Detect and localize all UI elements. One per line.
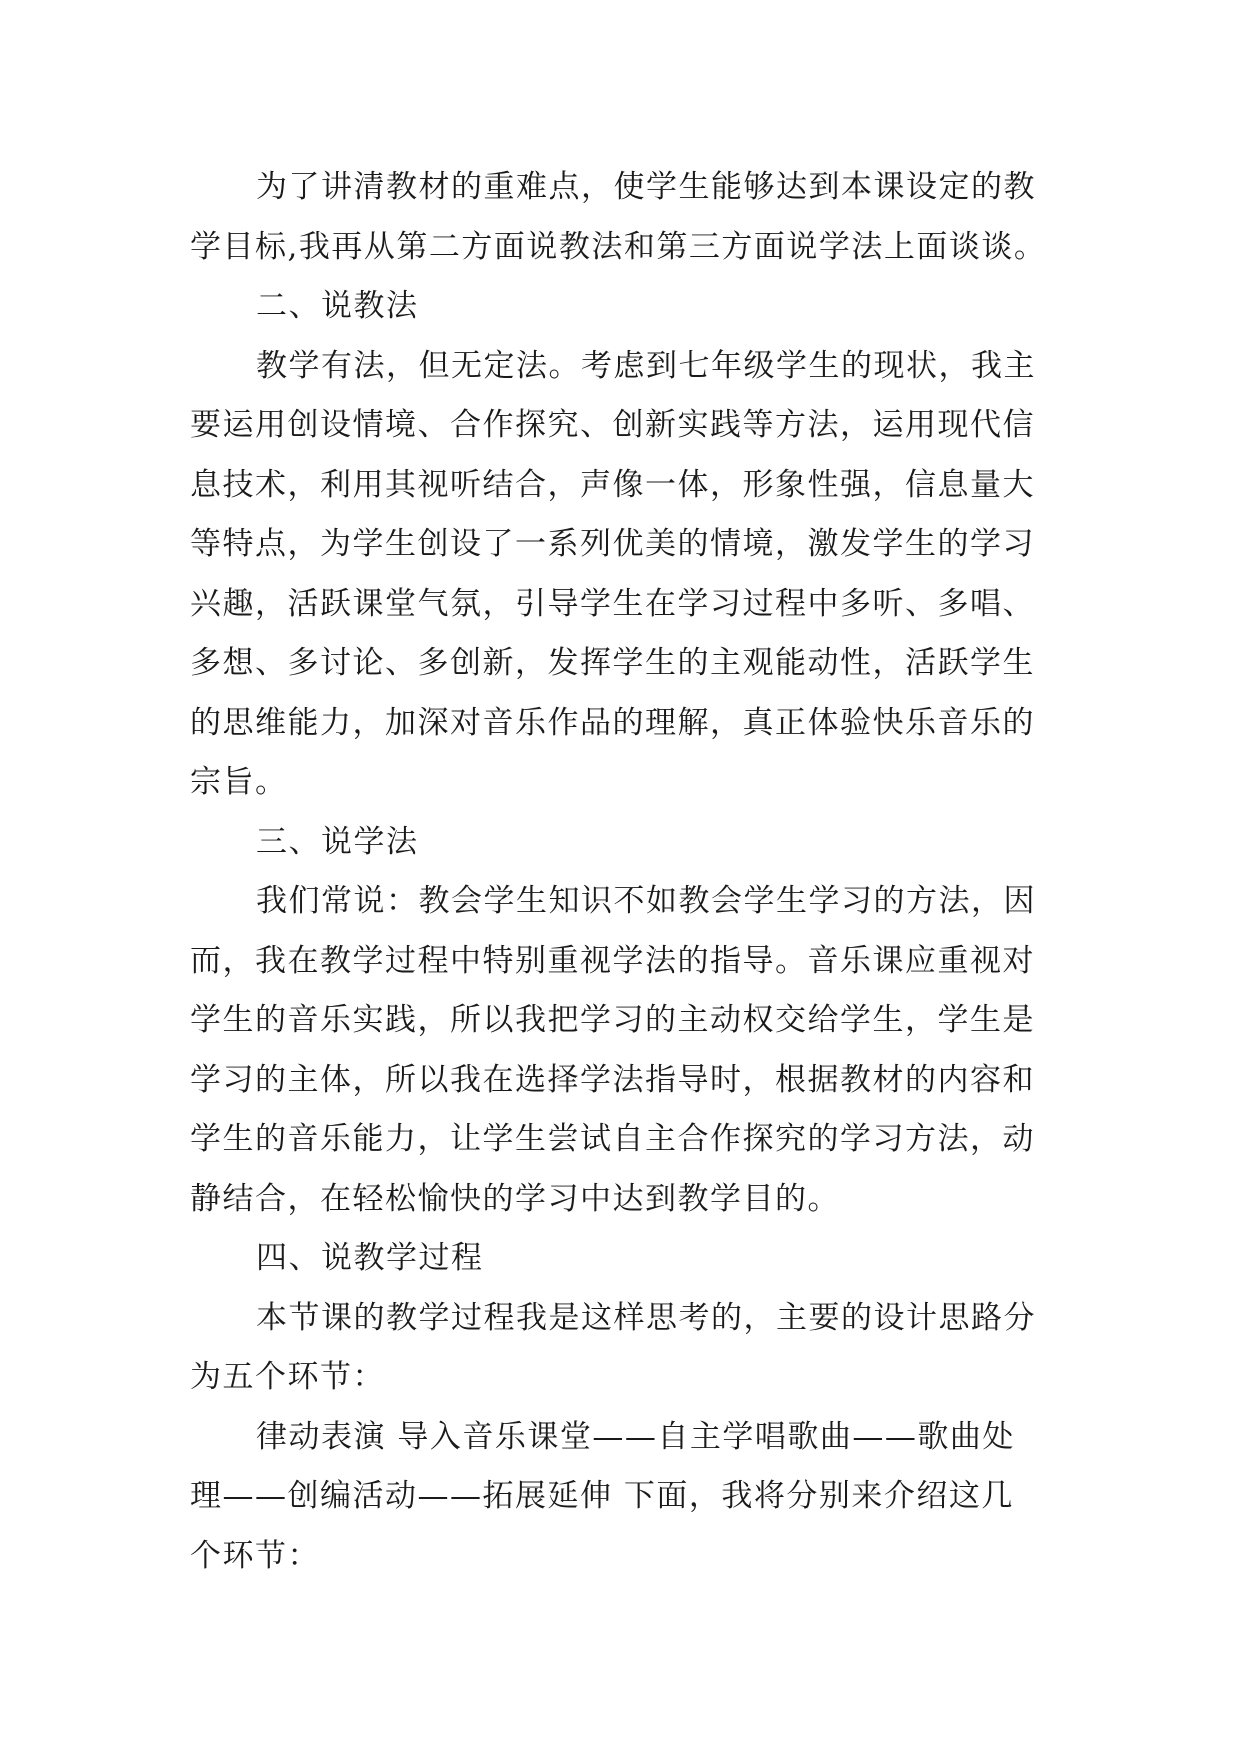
section-heading: 二、说教法 <box>256 288 419 324</box>
text-line: 个环节： <box>190 1537 320 1574</box>
text-line: 我们常说：教会学生知识不如教会学生学习的方法，因 <box>256 883 1036 919</box>
section-heading: 四、说教学过程 <box>256 1240 484 1276</box>
text-line: 学目标,我再从第二方面说教法和第三方面说学法上面谈谈。 <box>190 228 1047 265</box>
text-line: 等特点，为学生创设了一系列优美的情境，激发学生的学习 <box>190 526 1035 562</box>
text-line: 律动表演 导入音乐课堂——自主学唱歌曲——歌曲处 <box>256 1418 1015 1455</box>
text-line: 为了讲清教材的重难点，使学生能够达到本课设定的教 <box>256 169 1036 205</box>
text-line: 教学有法，但无定法。考虑到七年级学生的现状，我主 <box>256 347 1036 384</box>
text-line: 学生的音乐实践，所以我把学习的主动权交给学生，学生是 <box>190 1002 1035 1038</box>
text-line: 息技术，利用其视听结合，声像一体，形象性强，信息量大 <box>190 466 1035 503</box>
text-line: 宗旨。 <box>190 764 288 800</box>
text-line: 为五个环节： <box>190 1359 385 1395</box>
text-line: 兴趣，活跃课堂气氛，引导学生在学习过程中多听、多唱、 <box>190 585 1035 622</box>
text-line: 学生的音乐能力，让学生尝试自主合作探究的学习方法，动 <box>190 1121 1035 1157</box>
text-line: 静结合，在轻松愉快的学习中达到教学目的。 <box>190 1180 840 1217</box>
text-line: 本节课的教学过程我是这样思考的，主要的设计思路分 <box>256 1299 1036 1336</box>
section-heading: 三、说学法 <box>256 823 419 860</box>
text-line: 多想、多讨论、多创新，发挥学生的主观能动性，活跃学生 <box>190 645 1035 681</box>
text-line: 学习的主体，所以我在选择学法指导时，根据教材的内容和 <box>190 1061 1035 1098</box>
text-line: 要运用创设情境、合作探究、创新实践等方法，运用现代信 <box>190 407 1035 443</box>
text-line: 而，我在教学过程中特别重视学法的指导。音乐课应重视对 <box>190 942 1035 979</box>
text-line: 理——创编活动——拓展延伸 下面，我将分别来介绍这几 <box>190 1478 1014 1514</box>
text-line: 的思维能力，加深对音乐作品的理解，真正体验快乐音乐的 <box>190 704 1035 741</box>
document-body <box>190 158 1070 1586</box>
